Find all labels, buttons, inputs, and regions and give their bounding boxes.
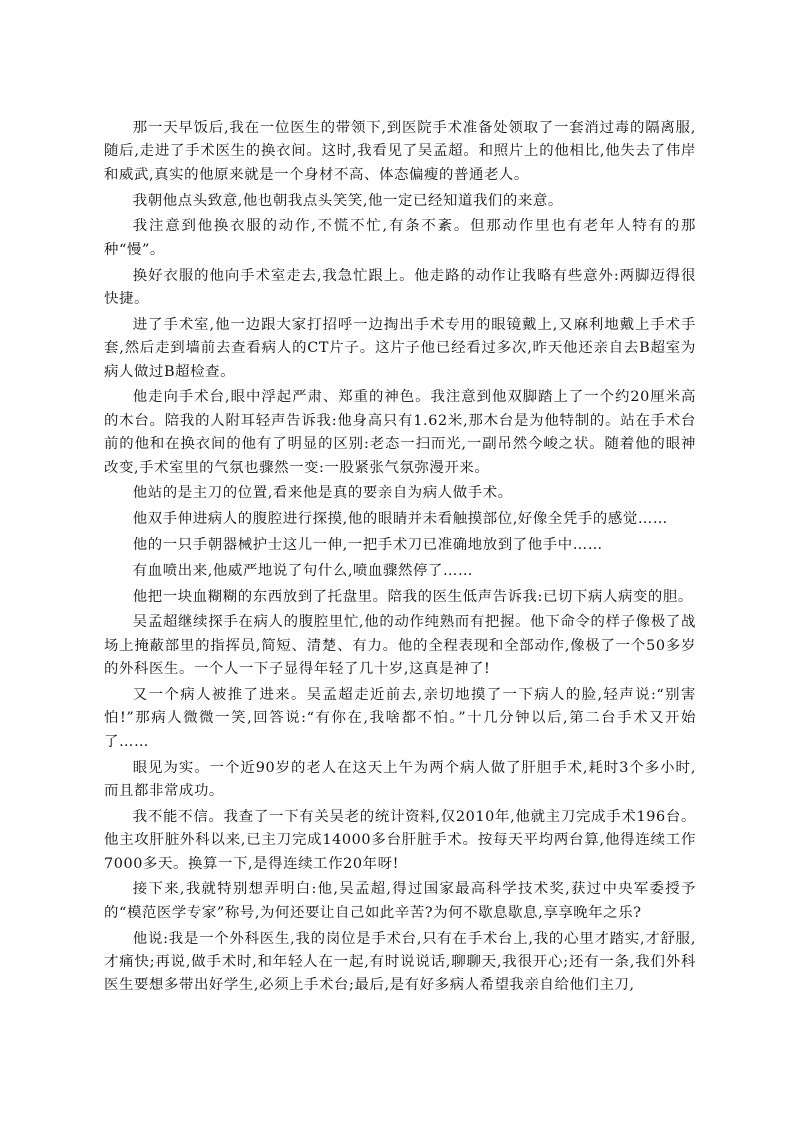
paragraph: 进了手术室,他一边跟大家打招呼一边掏出手术专用的眼镜戴上,又麻利地戴上手术手套,然后走到墙前去查看病人的CT片子。这片子他已经看过多次,昨天他还亲自去B超室为病人做过B超检查。 bbox=[104, 316, 696, 380]
paragraph: 眼见为实。一个近90岁的老人在这天上午为两个病人做了肝胆手术,耗时3个多小时,而且都非常成功。 bbox=[104, 759, 696, 800]
paragraph: 他站的是主刀的位置,看来他是真的要亲自为病人做手术。 bbox=[132, 485, 513, 502]
paragraph: 他走向手术台,眼中浮起严肃、郑重的神色。我注意到他双脚踏上了一个约20厘米高的木台。陪我的人附耳轻声告诉我:他身高只有1.62米,那木台是为他特制的。站在手术台前的他和在换衣间的他有了明显的区别:老态一扫而光,一副吊然今峻之状。随着他的眼神改变,手术室里的气氛也骤然一变:一股紧张气氛弥漫开来。 bbox=[104, 389, 696, 476]
paragraph: 他把一块血糊糊的东西放到了托盘里。陪我的医生低声告诉我:已切下病人病变的胆。 bbox=[132, 588, 693, 605]
paragraph: 又一个病人被推了进来。吴孟超走近前去,亲切地摸了一下病人的脸,轻声说:“别害怕!”那病人微微一笑,回答说:“有你在,我啥都不怕。”十几分钟以后,第二台手术又开始了…… bbox=[104, 687, 696, 750]
paragraph: 我注意到他换衣服的动作,不慌不忙,有条不紊。但那动作里也有老年人特有的那种“慢”。 bbox=[104, 218, 696, 258]
article-body bbox=[104, 117, 696, 1000]
paragraph: 我朝他点头致意,他也朝我点头笑笑,他一定已经知道我们的来意。 bbox=[132, 192, 563, 209]
paragraph: 他双手伸进病人的腹腔进行探摸,他的眼睛并未看触摸部位,好像全凭手的感觉…… bbox=[132, 511, 668, 528]
paragraph: 那一天早饭后,我在一位医生的带领下,到医院手术准备处领取了一套消过毒的隔离服,随后,走进了手术医生的换衣间。这时,我看见了吴孟超。和照片上的他相比,他失去了伟岸和威武,真实的他原来就是一个身材不高、体态偏瘦的普通老人。 bbox=[104, 120, 696, 183]
paragraph: 换好衣服的他向手术室走去,我急忙跟上。他走路的动作让我略有些意外:两脚迈得很快捷。 bbox=[104, 267, 696, 308]
paragraph: 我不能不信。我查了一下有关吴老的统计资料,仅2010年,他就主刀完成手术196台。他主攻肝脏外科以来,已主刀完成14000多台肝脏手术。按每天平均两台算,他得连续工作7000多天。换算一下,是得连续工作20年呀! bbox=[104, 808, 696, 872]
paragraph: 他的一只手朝器械护士这儿一伸,一把手术刀已准确地放到了他手中…… bbox=[132, 537, 603, 554]
paragraph: 吴孟超继续探手在病人的腹腔里忙,他的动作纯熟而有把握。他下命令的样子像极了战场上掩蔽部里的指挥员,简短、清楚、有力。他的全程表现和全部动作,像极了一个50多岁的外科医生。一个人一下子显得年轻了几十岁,这真是神了! bbox=[104, 614, 696, 678]
paragraph: 接下来,我就特别想弄明白:他,吴孟超,得过国家最高科学技术奖,获过中央军委授予的“模范医学专家”称号,为何还要让自己如此辛苦?为何不歇息歇息,享享晚年之乐? bbox=[104, 881, 696, 921]
paragraph: 有血喷出来,他威严地说了句什么,喷血骤然停了…… bbox=[132, 562, 473, 579]
paragraph: 他说:我是一个外科医生,我的岗位是手术台,只有在手术台上,我的心里才踏实,才舒服,才痛快;再说,做手术时,和年轻人在一起,有时说说话,聊聊天,我很开心;还有一条,我们外科医生要想多带出好学生,必须上手术台;最后,是有好多病人希望我亲自给他们主刀, bbox=[104, 930, 696, 994]
